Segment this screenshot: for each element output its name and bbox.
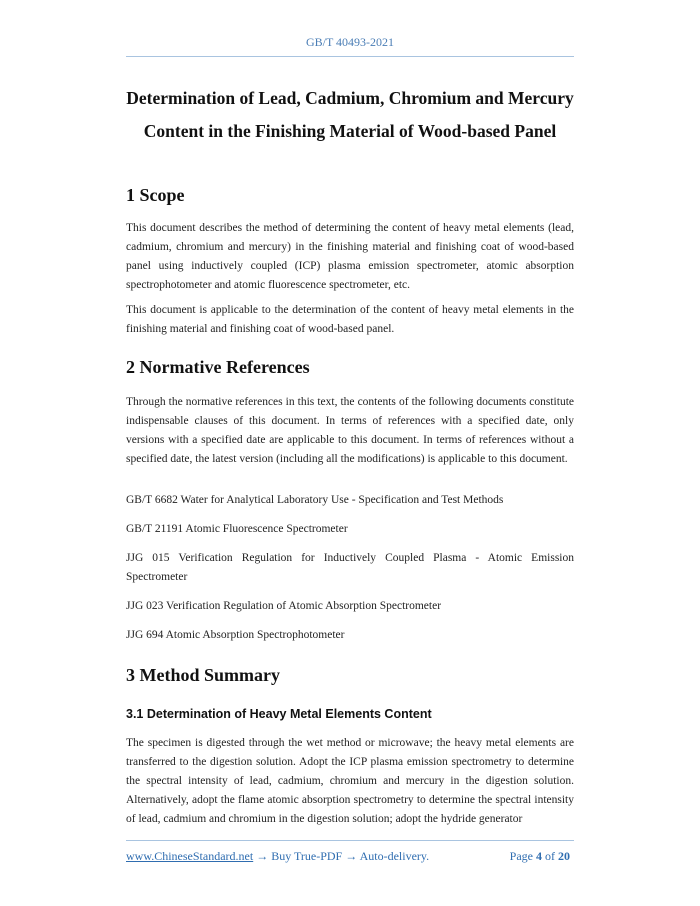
page-total: 20 [558, 849, 570, 863]
auto-delivery-text: Auto-delivery. [359, 849, 430, 863]
document-title [110, 82, 590, 148]
arrow-right-icon: → [256, 849, 269, 863]
reference-item: GB/T 21191 Atomic Fluorescence Spectrometer [126, 523, 348, 535]
buy-pdf-link[interactable]: Buy True-PDF [271, 849, 343, 863]
page-label: Page [509, 849, 533, 863]
section-heading-normative-references: 2 Normative References [126, 357, 310, 377]
method-paragraph-1: The specimen is digested through the wet method or microwave; the heavy metal elements are transferred to the digestion solution. Adopt the ICP plasma emission spectrometry to determine the spectral intensity of lead, cadmium, chromium and mercury in the digestion solution. Alternatively, adopt the flame atomic absorption spectrometry to determine the spectral intensity of lead, cadmium and chromium in the digestion solution; adopt the hydride generator [126, 737, 574, 825]
reference-item: JJG 015 Verification Regulation for Inductively Coupled Plasma - Atomic Emission Spectrometer [126, 552, 574, 583]
footer-divider [126, 840, 574, 841]
reference-item: JJG 023 Verification Regulation of Atomic Absorption Spectrometer [126, 600, 442, 612]
website-link[interactable]: www.ChineseStandard.net [126, 849, 254, 863]
page-footer [126, 849, 574, 865]
page-number [510, 849, 570, 864]
subsection-heading-3-1: 3.1 Determination of Heavy Metal Elements Content [126, 707, 432, 721]
header-divider [126, 56, 574, 57]
page-of-label: of [545, 849, 555, 863]
document-code-header: GB/T 40493-2021 [305, 35, 395, 49]
scope-paragraph-2: This document is applicable to the determination of the content of heavy metal elements in the finishing material and finishing coat of wood-based panel. [126, 304, 574, 335]
arrow-right-icon: → [345, 849, 358, 863]
section-heading-scope: 1 Scope [126, 185, 185, 205]
section-heading-method-summary: 3 Method Summary [126, 665, 280, 685]
document-title-line-2: Content in the Finishing Material of Wood-based Panel [143, 121, 557, 141]
normative-paragraph-1: Through the normative references in this text, the contents of the following documents constitute indispensable clauses of this document. In terms of references with a specified date, only versions with a specified date are applicable to this document. In terms of references without a specified date, the latest version (including all the modifications) is applicable to this document. [126, 396, 574, 465]
document-title-line-1: Determination of Lead, Cadmium, Chromium and Mercury [126, 88, 574, 108]
footer-promo [126, 849, 429, 864]
reference-item: GB/T 6682 Water for Analytical Laboratory Use - Specification and Test Methods [126, 494, 504, 506]
reference-item: JJG 694 Atomic Absorption Spectrophotometer [126, 629, 345, 641]
page-current: 4 [536, 849, 542, 863]
scope-paragraph-1: This document describes the method of determining the content of heavy metal elements (lead, cadmium, chromium and mercury) in the finishing material and finishing coat of wood-based panel using inductively coupled (ICP) plasma emission spectrometer, atomic absorption spectrophotometer and atomic fluorescence spectrometer, etc. [126, 222, 574, 291]
